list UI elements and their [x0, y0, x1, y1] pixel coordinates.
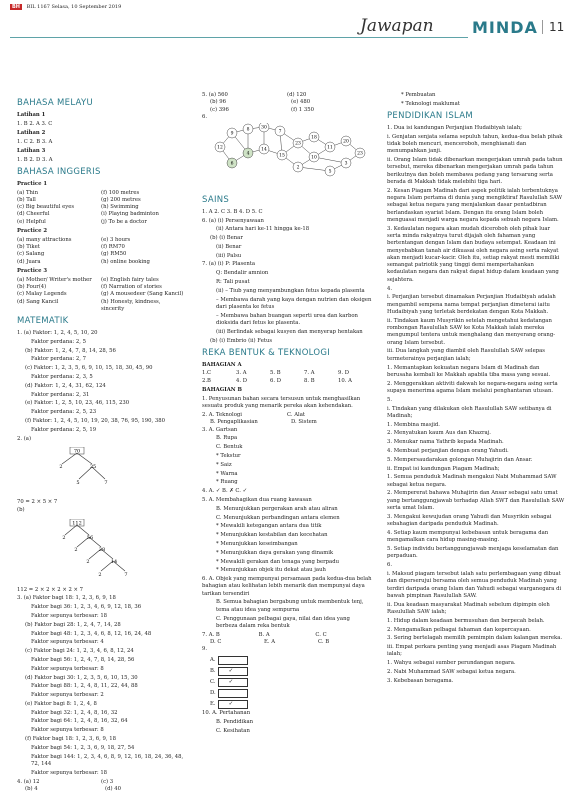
tree-node: 7	[104, 480, 108, 487]
mt1-line: Faktor perdana: 2, 31	[31, 391, 90, 398]
bahagian-b-label: BAHAGIAN B	[202, 387, 242, 394]
practice-cell: (g) RM50	[101, 251, 127, 258]
rbt-b9-label: 9.	[202, 646, 208, 653]
answer-box-row	[210, 688, 372, 699]
q3-line: Faktor bagi 54: 1, 2, 3, 6, 9, 18, 27, 54	[31, 744, 135, 751]
mt1-line: (d) Faktor: 1, 2, 4, 31, 62, 124	[25, 382, 106, 389]
q3-line: (c) Faktor bagi 24: 1, 2, 3, 4, 6, 8, 12, 24	[25, 648, 134, 655]
rbt-b2-row	[202, 419, 372, 426]
pi5-line: 4. Setiap kaum mempunyai kebebasan untuk beragama dan mengamalkan cara hidup masing-masing.	[387, 529, 549, 544]
rbt-b7-cell: 7. A. B	[202, 631, 220, 638]
pi-q6-num: 6.	[387, 562, 393, 569]
bahagian-a-answer: 3. A	[236, 370, 247, 377]
q3-line: (d) Faktor bagi 30: 1, 2, 3, 5, 6, 10, 15, 30	[25, 674, 138, 681]
s7-line: – Membawa darah yang kaya dengan nutrien dan oksigen dari plasenta ke fetus	[216, 296, 372, 310]
practice-cell: (b) Tall	[17, 196, 36, 203]
practice-row	[17, 237, 185, 244]
b5-line: * Mewakili ketegangan antara dua titik	[216, 523, 322, 530]
tree-node: 56	[86, 535, 94, 542]
answer-box-label: E.	[210, 700, 216, 707]
pi4-line: iii. Dua langkah yang diambil oleh Rasulullah SAW selepas termeterainya perjanjian ialah;	[387, 348, 546, 362]
bahagian-a-label: BAHAGIAN A	[202, 361, 242, 368]
pi4-line: 1. Memantapkan kekuatan negara Islam di Madinah dan berusaha kembali ke Makkah apabila tiba masa yang sesuai.	[387, 364, 551, 378]
network-node-label: 20	[343, 139, 349, 145]
b6-line: C. Penggunaan pelbagai gaya, nilai dan idea yang berbeza dalam reka bentuk	[216, 615, 350, 629]
network-node-label: 18	[311, 135, 317, 141]
practice-cell: (e) 3 hours	[101, 236, 131, 243]
q3-line: (f) Faktor bagi 18: 1, 2, 3, 6, 9, 18	[25, 736, 116, 743]
bahagian-a-answers	[202, 370, 372, 385]
practice-row	[17, 299, 185, 314]
pi6-line: ii. Dua keadaan masyarakat Madinah sebelum dipimpin oleh Rasulullah SAW ialah;	[387, 601, 550, 615]
math-q5-cell: 5. (a) 560	[202, 92, 228, 98]
math-q4-row	[17, 779, 185, 786]
check-mark-icon: ✓	[228, 668, 234, 675]
s7-line: 7. (a) (i) P: Plasenta	[202, 261, 256, 268]
network-node-label: 30	[261, 125, 267, 131]
practice-cell: (c) Big beautiful eyes	[17, 204, 75, 211]
network-node-label: 5	[328, 169, 332, 175]
edition-date: BIL 1167 Selasa, 10 September 2019	[26, 4, 122, 10]
q3-line: Faktor bagi 88: 1, 2, 4, 8, 11, 22, 44, 88	[31, 683, 138, 690]
pi-q5-num: 5.	[387, 396, 393, 403]
answer-box-label: B.	[210, 667, 216, 674]
pi-q4-num: 4.	[387, 285, 393, 292]
rbt-b7-cell: C. B	[318, 638, 330, 645]
network-node-label: 6	[230, 161, 234, 167]
answer-box-row	[210, 655, 372, 666]
practice-cell: (d) Cheerful	[17, 211, 50, 218]
practice-row	[17, 190, 185, 197]
bm-label-2: Latihan 2	[17, 129, 46, 136]
bahagian-a-answer: 7. A	[304, 370, 315, 377]
check-mark-icon: ✓	[228, 679, 234, 686]
answer-box-row	[210, 699, 372, 710]
network-node-label: 14	[261, 147, 267, 153]
b3-line: C. Bentuk	[216, 444, 243, 451]
top-bullet: * Pembuatan	[401, 92, 436, 98]
practice-1-label: Practice 1	[17, 180, 48, 187]
pi1-line: 1. Dua isi kandungan Perjanjian Hudaibiyah ialah;	[387, 124, 522, 131]
s6-line: (ii) Antara hari ke-11 hingga ke-18	[216, 226, 310, 233]
mt1-line: 1. (a) Faktor: 1, 2, 4, 5, 10, 20	[17, 329, 98, 336]
math-q5-row	[202, 99, 372, 106]
b10-line: B. Pendidikan	[216, 718, 254, 725]
network-node-label: 3	[344, 161, 348, 167]
tree-node: 14	[110, 559, 118, 566]
rbt-b9-boxes	[202, 655, 372, 710]
bahagian-a-answer: 5. B	[270, 370, 281, 377]
mt1-line: (b) Faktor: 1, 2, 4, 7, 8, 14, 28, 56	[25, 347, 116, 354]
b5-line: C. Menunjukkan perbandingan antara elemen	[216, 514, 340, 521]
rbt-b2-cell: C. Alat	[287, 411, 306, 418]
b3-line: * Tekstur	[216, 452, 241, 459]
bm-answer-3: 1. B 2. D 3. A	[17, 156, 53, 163]
pi5-line: 3. Mengakui kewujudan orang Yahudi dan Musyrikin sebagai sebahagian daripada penduduk Madinah.	[387, 513, 552, 528]
s7-line: (iii) Berlindak sebagai kusyen dan menyerap hentakan	[216, 328, 363, 335]
heading-reka-bentuk: REKA BENTUK & TEKNOLOGI	[202, 347, 331, 358]
pi6-line: 1. Wahyu sebagai sumber perundangan negara.	[387, 660, 516, 667]
network-node-label: 2	[296, 165, 300, 171]
practice-cell: (c) Salang	[17, 251, 45, 258]
pi5-line: 2. Menyatukan kaum Aus dan Khazraj.	[387, 430, 491, 437]
section-band	[10, 14, 570, 44]
factor-tree-b	[17, 519, 157, 581]
b3-line: 3. A. Gartsan	[202, 426, 238, 433]
practice-cell: (b) Tiket	[17, 244, 40, 251]
rbt-b7-cell: D. C	[210, 638, 222, 645]
practice-cell: (a) Mother/ Writer's mother	[17, 276, 92, 283]
s7-line: (ii) – Tiub yang menyambungkan fetus kepada plasenta	[216, 287, 365, 294]
pi5-line: 1. Membina masjid.	[387, 421, 440, 428]
pi6-line: iii. Empat perkara penting yang menjadi asas Piagam Madinah ialah;	[387, 644, 557, 658]
check-mark-icon	[219, 657, 229, 663]
tree-node: 2	[86, 559, 90, 566]
rbt-b2-cell: B. Pengaplikasian	[210, 419, 258, 426]
b5-line: B. Menunjukkan pergerakan arah atau aliran	[216, 505, 338, 512]
s7-line: R: Tali pusat	[216, 279, 250, 286]
heading-pendidikan-islam: PENDIDIKAN ISLAM	[387, 111, 474, 122]
heading-bahasa-inggeris: BAHASA INGGERIS	[17, 167, 101, 177]
tree-node: 5	[76, 480, 80, 487]
rbt-b6-list	[202, 576, 372, 630]
tree-node: 28	[98, 547, 106, 554]
sains-q1-5: 1. A 2. C 3. B 4. D 5. C	[202, 208, 263, 215]
pi5-line: 5. Setiap individu bertanggungjawab menjaga keselamatan dan perpaduan.	[387, 546, 559, 560]
practice-row	[17, 197, 185, 204]
math-q5-cell: (c) 396	[210, 106, 229, 113]
b10-line: 10. A. Pertahanan	[202, 710, 251, 717]
rbt-b7-cell: B. A	[258, 631, 270, 638]
q3-line: Faktor sepunya terbesar: 2	[31, 692, 104, 699]
pi2-line: 2. Kesan Piagam Madinah dari aspek politik ialah terbentuknya negara Islam pertama di dunia yang mengiktiraf Rasulullah SAW sebagai ketua negara yang menjalankan dasar pentadbiran berlandaskan syariat Islam. Dengan itu orang Islam boleh menguasai menjadi warga negara kepada sebuah negara Islam.	[387, 187, 563, 223]
practice-row	[17, 259, 185, 266]
b3-line: * Ruang	[216, 479, 238, 486]
rbt-b2-cell: D. Sistem	[291, 419, 317, 426]
network-node-label: 7	[278, 129, 282, 135]
bahagian-a-answer: 6. D	[270, 377, 281, 384]
sains-q7-list	[202, 261, 372, 344]
answer-box	[218, 667, 248, 676]
practice-cell: (e) English fairy tales	[101, 276, 159, 283]
answer-box-row	[210, 666, 372, 677]
b5-line: * Menunjukkan daya gerakan yang dinamik	[216, 549, 334, 556]
bm-label-3: Latihan 3	[17, 147, 46, 154]
bahagian-a-answer: 10. A	[338, 377, 352, 384]
network-node-label: 9	[230, 131, 234, 137]
pi5-line: 2. Mempererat bahawa Muhajirin dan Ansar sebagai satu umat yang bertanggungjawab terhadap Allah SWT dan Rasulullah SAW serta umat Islam.	[387, 490, 565, 512]
practice-cell: (f) 100 metres	[101, 189, 140, 196]
rbt-b7-cell: C. C	[315, 631, 327, 638]
network-node-label: 15	[279, 153, 285, 159]
math-q5-cell: (b) 96	[210, 99, 226, 106]
practice-row	[17, 219, 185, 226]
sains-q6-list	[202, 218, 372, 260]
section-title: Jawapan	[360, 16, 434, 36]
pi3-line: 3. Kedaulatan negara akan mudah diceroboh oleh pihak luar serta minda rakyatnya turut dijajah oleh fahaman yang bertentangan dengan Islam dan budaya setempat. Keadaan ini menyebabkan tanah air dikuasai oleh negara asing serta rakyat akan menjadi kucar-kacir. Oleh itu, setiap rakyat mesti memiliki semangat patriotik yang tinggi demi mempertahankan kedaulatan negara dan rakyat dapat hidup dalam keadaan yang sejahtera.	[387, 225, 560, 283]
bm-label-1: Latihan 1	[17, 111, 46, 118]
network-node-label: 8	[246, 127, 250, 133]
practice-row	[17, 251, 185, 258]
pi5-line: 4. Membuat perjanjian dengan orang Yahudi.	[387, 447, 509, 454]
practice-cell: (b) Four(4)	[17, 284, 47, 291]
math-q5-row	[202, 107, 372, 114]
network-node-label: 4	[246, 151, 250, 157]
answer-box	[218, 700, 248, 709]
pi-q6	[387, 571, 565, 685]
practice-cell: (h) Swimming	[101, 204, 139, 211]
answer-box-label: C.	[210, 678, 216, 685]
bh-logo: BH	[12, 4, 20, 10]
practice-cell: (d) Sang Kancil	[17, 298, 59, 305]
rbt-b2-cell: 2. A. Teknologi	[202, 411, 242, 418]
network-node-label: 11	[327, 145, 333, 151]
tree-node: 2	[74, 547, 78, 554]
pi-q5	[387, 406, 565, 561]
check-mark-icon	[219, 690, 229, 696]
pi5-line: 1. Semua penduduk Madinah mengakui Nabi Muhammad SAW sebagai ketua negara.	[387, 474, 557, 488]
section-divider	[10, 37, 468, 38]
s6-line: (iii) Palsu	[216, 252, 242, 259]
math-q6-label: 6.	[202, 113, 208, 120]
math-q1-list	[17, 330, 185, 434]
math-q5-cell: (e) 480	[291, 99, 311, 106]
q3-line: Faktor bagi 36: 1, 2, 3, 4, 6, 9, 12, 18, 36	[31, 604, 142, 611]
q3-line: Faktor bagi 64: 1, 2, 4, 8, 16, 32, 64	[31, 718, 128, 725]
rbt-b7-row	[202, 632, 372, 639]
b5-line: 5. A. Membahagikan dua ruang kawasan	[202, 496, 312, 503]
practice-cell: (g) A mousedeer (Sang Kancil)	[101, 291, 184, 298]
s7-line: (b) (i) Embrio (ii) Fetus	[210, 337, 273, 344]
column-right	[387, 92, 565, 687]
tree-node: 112	[72, 520, 82, 527]
b5-line: * Menunjukkan objek itu dekat atau jauh	[216, 567, 326, 574]
q3-line: Faktor bagi 56: 1, 2, 4, 7, 8, 14, 28, 56	[31, 656, 135, 663]
practice-row	[17, 277, 185, 284]
tree-node: 35	[89, 464, 97, 471]
network-node-label: 23	[295, 141, 301, 147]
pi5-line: 5. Mempersaudarakan golongan Muhajirin dan Ansar.	[387, 456, 533, 463]
pi6-line: 1. Hidup dalam keadaan bermusuhan dan berpecah belah.	[387, 617, 545, 624]
q3-line: Faktor sepunya terbesar: 18	[31, 612, 108, 619]
practice-cell: (a) Thin	[17, 189, 39, 196]
rbt-b3-list	[202, 427, 372, 487]
tree-node: 70	[73, 448, 81, 455]
math-q2b-label: (b)	[17, 507, 25, 514]
math-q3-list	[17, 595, 185, 777]
mt1-line: (f) Faktor: 1, 2, 4, 5, 10, 19, 20, 38, 76, 95, 190, 380	[25, 417, 165, 424]
math-q4-cell: 4. (a) 12	[17, 778, 40, 785]
pi5-line: 3. Menukar nama Yathrib kepada Madinah.	[387, 439, 504, 446]
math-q5-row	[202, 92, 372, 99]
bm-answer-2: 1. C 2. B 3. A	[17, 138, 53, 145]
q3-line: Faktor bagi 144: 1, 2, 3, 4, 6, 8, 9, 12, 16, 18, 24, 36, 48, 72, 144	[31, 753, 184, 767]
q3-line: Faktor bagi 48: 1, 2, 3, 4, 6, 8, 12, 16, 24, 48	[31, 630, 152, 637]
math-q5-cell: (f) 1 350	[291, 106, 314, 113]
pi5-line: i. Tindakan yang dilakukan oleh Rasulullah SAW setibanya di Madinah;	[387, 405, 552, 419]
network-node-label: 12	[217, 145, 223, 151]
math-eq-b: 112 = 2 × 2 × 2 × 2 × 7	[17, 586, 83, 593]
rbt-b10-list	[202, 710, 372, 735]
rbt-b5-list	[202, 497, 372, 575]
q3-line: (b) Faktor bagi 28: 1, 2, 4, 7, 14, 28	[25, 621, 121, 628]
b3-line: * Saiz	[216, 461, 232, 468]
bm-answer-1: 1. B 2. A 3. C	[17, 120, 53, 127]
math-q4-cell: (b) 4	[25, 785, 38, 792]
q3-line: Faktor sepunya terbesar: 4	[31, 639, 104, 646]
s7-line: Q: Bendalir amnion	[216, 270, 269, 277]
answer-box-row	[210, 677, 372, 688]
tree-node: 2	[62, 535, 66, 542]
page-number: 11	[542, 20, 564, 34]
mt1-line: Faktor perdana: 2, 5, 19	[31, 426, 97, 433]
heading-bahasa-melayu: BAHASA MELAYU	[17, 98, 94, 108]
practice-cell: (h) Honesty, kindness, sincerity	[101, 298, 161, 312]
q3-line: Faktor sepunya terbesar: 18	[31, 769, 108, 776]
q3-line: 3. (a) Faktor bagi 18: 1, 2, 3, 6, 9, 18	[17, 595, 116, 602]
rbt-b7-cell: E. A	[264, 638, 276, 645]
column-middle	[202, 92, 372, 736]
pi6-line: 3. Kebebasan beragama.	[387, 677, 454, 684]
network-node-label: 23	[357, 151, 363, 157]
answer-box-label: D.	[210, 689, 216, 696]
b6-line: B. Semua bahagian bergabung untuk membentuk tenj, tema atau idea yang sempurna	[216, 599, 364, 613]
mt1-line: Faktor perdana: 2, 5, 23	[31, 409, 97, 416]
pi4-line: i. Perjanjian tersebut dinamakan Perjanjian Hudaibiyah adalah mengambil sempena nama tempat perjanjian dimeterai iaitu Hudaibiyah yang terletak berdekatan dengan Kota Makkah.	[387, 294, 556, 315]
math-q2-label: 2. (a)	[17, 435, 32, 442]
answer-box	[218, 678, 248, 687]
rbt-b7-row	[202, 639, 372, 646]
b10-line: C. Kesihatan	[216, 727, 250, 734]
s6-line: 6. (a) (i) Persenyawaan	[202, 217, 264, 224]
answer-box-label: A.	[210, 656, 216, 663]
practice-row	[17, 211, 185, 218]
bahagian-a-answer: 8. B	[304, 377, 315, 384]
network-node-label: 10	[311, 155, 317, 161]
b3-line: B. Rupa	[216, 435, 238, 442]
answer-box	[218, 656, 248, 665]
tree-node: 7	[124, 572, 128, 579]
bahagian-a-answer: 2.B	[202, 377, 211, 384]
q3-line: Faktor bagi 32: 1, 2, 4, 8, 16, 32	[31, 709, 118, 716]
practice-cell: (i) Playing badminton	[101, 211, 159, 218]
pi-q2	[387, 188, 565, 224]
pi4-line: ii. Tindakan kaum Musyrikin setelah mengetahui kedatangan rombongan Rasulullah SAW ke Kota Makkah ialah mereka mengumpul tentera untuk menghalang dan menyerang orang-orang Islam tersebut.	[387, 317, 555, 346]
pi6-line: 2. Mengamalkan pelbagai fahaman dan kepercayaan.	[387, 626, 531, 633]
column-left	[17, 95, 185, 793]
practice-cell: (e) Helpful	[17, 218, 46, 225]
practice-cell: (f) Narration of stories	[101, 284, 162, 291]
practice-2-label: Practice 2	[17, 228, 48, 234]
math-eq-a: 70 = 2 × 5 × 7	[17, 498, 58, 505]
pi-q4	[387, 294, 565, 395]
mt1-line: Faktor perdana: 2, 7	[31, 356, 86, 363]
s7-line: – Membawa bahan buangan seperti urea dan karbon dioksida dari fetus ke plasenta.	[216, 312, 358, 327]
pi1-line: i. Genjatan senjata selama sepuluh tahun, kedua-dua belah pihak tidak boleh mencuri, menceroboh, menghianati dan menumpahkan janji.	[387, 133, 563, 155]
pi5-line: ii. Empat isi kandungan Piagam Madinah;	[387, 465, 500, 472]
math-q5-cell: (d) 120	[287, 92, 307, 98]
top-bullet: * Teknologi maklumat	[401, 100, 460, 107]
practice-cell: (j) To be a doctor	[101, 218, 147, 225]
practice-cell: (a) many attractions	[17, 236, 72, 243]
s6-line: (b) (i) Benar	[210, 235, 243, 242]
tree-node: 2	[98, 572, 102, 579]
bahagian-a-answer: 4. D	[236, 377, 247, 384]
pi1-line: ii. Orang Islam tidak dibenarkan mengerjakan umrah pada tahun tersebut, mereka dibenarkan mengerjakan umrah pada tahun berikutnya dan boleh membawa pedang yang tersarung serta berada di Makkah tidak melebihi tiga hari.	[387, 157, 563, 185]
pi6-line: 2. Nabi Muhammad SAW sebagai ketua negara.	[387, 669, 516, 675]
s6-line: (ii) Benar	[216, 243, 242, 250]
practice-3-label: Practice 3	[17, 267, 48, 274]
pi6-line: 3. Sering bertelagah memilih pemimpin dalam kalangan mereka.	[387, 635, 563, 642]
practice-cell: (c) Malay Legends	[17, 291, 67, 298]
pi-q3	[387, 226, 565, 284]
q3-line: (e) Faktor bagi 8: 1, 2, 4, 8	[25, 700, 97, 707]
practice-cell: (h) online booking	[101, 258, 150, 265]
pi4-line: 2. Menggerakkan aktiviti dakwah ke negara-negara asing serta supaya menerima agama Islam melalui penghantaran utusan.	[387, 380, 558, 394]
practice-row	[17, 291, 185, 298]
bahagian-a-answer: 1.C	[202, 370, 212, 377]
practice-cell: (g) 200 metres	[101, 196, 141, 203]
rbt-b1: 1. Penyusunan bahan secara tersusun untuk menghasilkan sesuatu produk yang menarik pereka akan kehendakan.	[202, 395, 361, 410]
q3-line: Faktor sepunya terbesar: 8	[31, 665, 104, 672]
practice-cell: (f) RM70	[101, 244, 125, 251]
rbt-b4: 4. A. ✓ B. ✗ C. ✓	[202, 488, 248, 495]
answer-box	[218, 689, 248, 698]
b6-line: 6. A. Objek yang mempunyai persamaan pada kedua-dua belah bahagian atau kelihatan lebih menarik dan mempunyai daya tarikan tersendiri	[202, 576, 372, 597]
b3-line: * Warna	[216, 470, 238, 477]
factor-tree-a	[17, 447, 137, 493]
b5-line: * Menunjukkan keseimbangan	[216, 540, 298, 547]
check-mark-icon: ✓	[228, 701, 234, 708]
practice-cell: (d) Juara	[17, 258, 41, 265]
mt1-line: (c) Faktor: 1, 2, 3, 5, 6, 9, 10, 15, 18, 30, 45, 90	[25, 365, 153, 372]
bahagian-a-answer: 9. D	[338, 370, 349, 377]
b5-line: * Menunjukkan kestabilan dan kecehatan	[216, 532, 328, 539]
pi-q1	[387, 125, 565, 186]
mt1-line: Faktor perdana: 2, 3, 5	[31, 373, 93, 380]
rbt-b2-row	[202, 412, 372, 419]
tree-node: 2	[59, 464, 63, 471]
heading-matematik: MATEMATIK	[17, 316, 69, 327]
q3-line: Faktor sepunya terbesar: 8	[31, 727, 104, 734]
brand-title: MINDA	[472, 18, 538, 37]
math-q4-row	[17, 786, 185, 793]
math-q4-cell: (d) 40	[105, 785, 121, 792]
mt1-line: (e) Faktor: 1, 2, 5, 10, 23, 46, 115, 230	[25, 400, 130, 407]
math-q4-cell: (c) 3	[101, 778, 114, 785]
number-network-diagram	[202, 123, 372, 189]
heading-sains: SAINS	[202, 194, 230, 205]
pi6-line: i. Maksud piagam tersebut ialah satu perlembagaan yang dibuat dan diperserujui bersama oleh semua penduduk Madinah yang terdiri daripada orang Islam dan Yahudi sebagai warganegara di bawah pimpinan Rasulullah SAW.	[387, 570, 562, 599]
mt1-line: Faktor perdana: 2, 5	[31, 338, 86, 345]
b5-line: * Mewakili gerakan dan tenaga yang berpadu	[216, 558, 339, 565]
